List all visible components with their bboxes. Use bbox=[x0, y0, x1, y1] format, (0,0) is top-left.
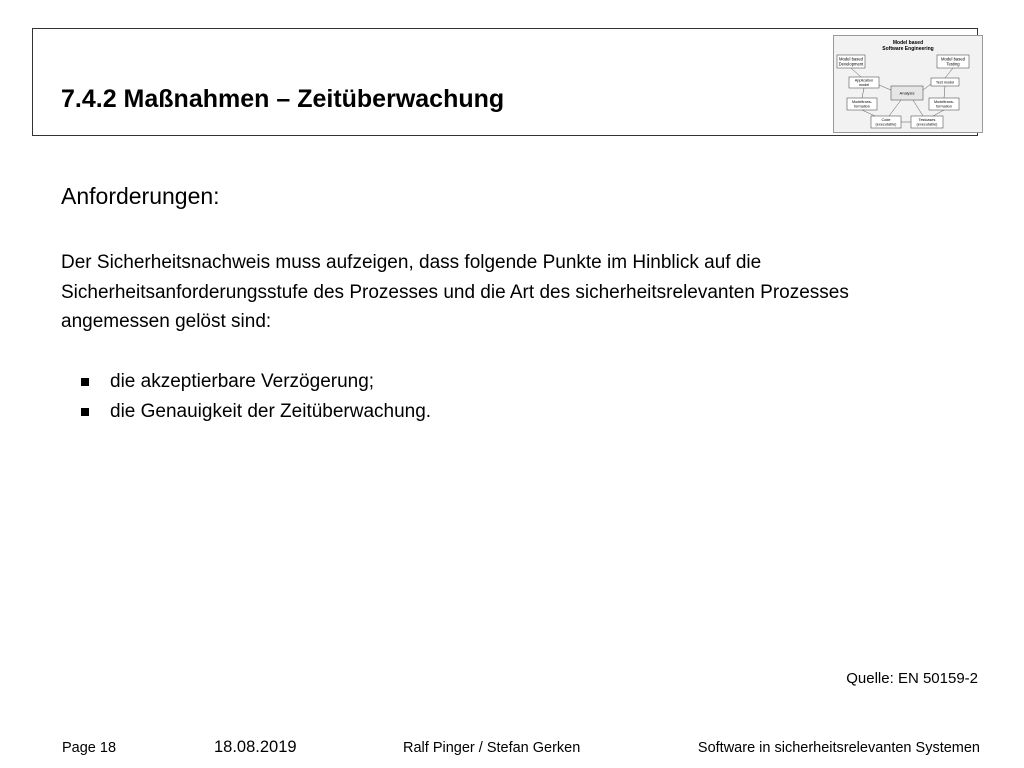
logo-code-line1: Code bbox=[881, 118, 891, 122]
logo-trafo-right-line1: Modeltrans- bbox=[933, 100, 955, 104]
logo-test-model: Test model bbox=[935, 80, 955, 85]
source-citation: Quelle: EN 50159-2 bbox=[846, 670, 978, 687]
slide-title: 7.4.2 Maßnahmen – Zeitüberwachung bbox=[61, 85, 505, 113]
logo-analysis: Analysis bbox=[899, 90, 915, 96]
logo-testcases-line2: (executable) bbox=[916, 122, 938, 127]
square-bullet-icon bbox=[81, 378, 89, 386]
logo-right-box-line1: Model based bbox=[941, 56, 965, 62]
logo-testcases-line1: Testcases bbox=[918, 118, 936, 122]
footer-course: Software in sicherheitsrelevanten Systemen bbox=[697, 740, 980, 756]
logo-trafo-right-line2: formation bbox=[936, 104, 952, 109]
logo-app-model-line2: model bbox=[858, 83, 870, 87]
list-item-text: die akzeptierbare Verzögerung; bbox=[110, 371, 375, 392]
footer-authors: Ralf Pinger / Stefan Gerken bbox=[403, 740, 581, 756]
footer-date: 18.08.2019 bbox=[214, 738, 297, 756]
requirement-paragraph: Der Sicherheitsnachweis muss aufzeigen, dass folgende Punkte im Hinblick auf die Sicherheitsanforderungsstufe des Prozesses und die Art des sicherheitsrelevanten Prozesses angemessen gelöst sind: bbox=[61, 252, 849, 332]
logo-title-line2: Software Engineering bbox=[882, 46, 934, 52]
section-heading: Anforderungen: bbox=[61, 183, 220, 209]
list-item bbox=[78, 397, 431, 427]
logo-code-line2: (executable) bbox=[875, 122, 897, 127]
list-item-text: die Genauigkeit der Zeitüberwachung. bbox=[110, 400, 432, 422]
logo-left-box-line2: Development bbox=[838, 61, 864, 67]
logo-right-box-line2: Testing bbox=[946, 61, 960, 67]
bullet-list bbox=[78, 367, 431, 426]
list-item bbox=[78, 367, 431, 397]
logo-trafo-left-line2: formation bbox=[854, 104, 870, 109]
square-bullet-icon bbox=[81, 408, 89, 416]
logo-title-line1: Model based bbox=[892, 40, 924, 46]
page-number: Page 18 bbox=[62, 740, 117, 756]
logo-trafo-left-line1: Modeltrans- bbox=[851, 100, 873, 104]
header-box bbox=[32, 28, 978, 136]
logo-left-box-line1: Model based bbox=[839, 56, 863, 62]
logo-app-model-line1: Application bbox=[854, 78, 874, 83]
mbse-logo bbox=[833, 35, 983, 133]
